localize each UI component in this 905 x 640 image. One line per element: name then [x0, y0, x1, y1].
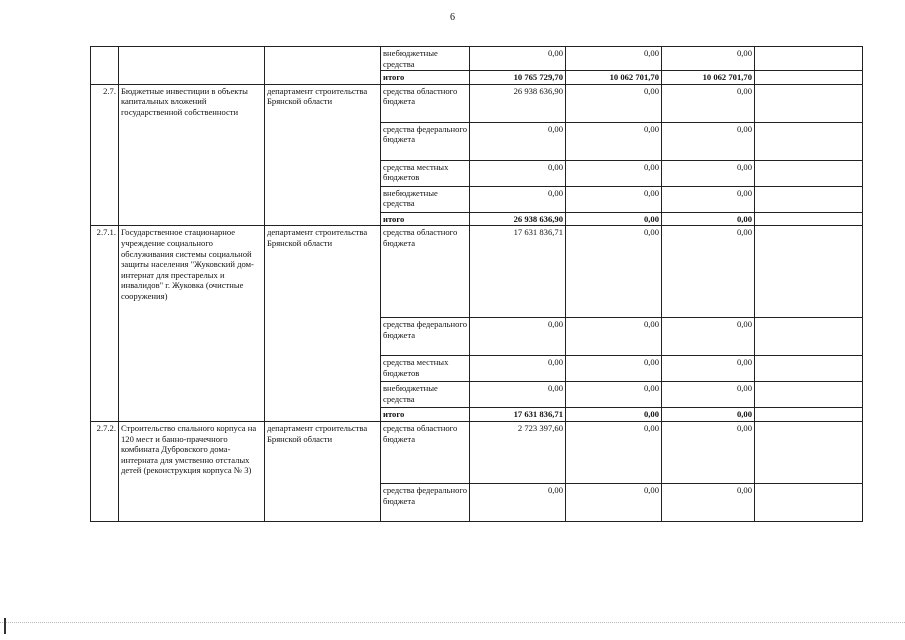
- amount-year-3: 0,00: [662, 483, 755, 521]
- remark-cell: [755, 47, 863, 71]
- page-number: 6: [450, 12, 455, 23]
- amount-year-2: 0,00: [566, 356, 662, 382]
- item-number: 2.7.: [91, 84, 119, 226]
- amount-year-2: 0,00: [566, 408, 662, 422]
- amount-year-3: 10 062 701,70: [662, 71, 755, 85]
- remark-cell: [755, 71, 863, 85]
- amount-year-3: 0,00: [662, 356, 755, 382]
- funding-source: средства федерального бюджета: [381, 122, 470, 160]
- funding-source: внебюджетные средства: [381, 382, 470, 408]
- table-row: [91, 421, 863, 483]
- amount-year-2: 0,00: [566, 226, 662, 318]
- item-name: Бюджетные инвестиции в объекты капитальных вложений государственной собственности: [119, 84, 265, 226]
- executor: [265, 47, 381, 85]
- amount-year-3: 0,00: [662, 226, 755, 318]
- amount-year-2: 0,00: [566, 160, 662, 186]
- amount-year-1: 0,00: [470, 186, 566, 212]
- table-row: [91, 226, 863, 318]
- scan-artifact-line: [0, 622, 905, 624]
- amount-year-3: 0,00: [662, 318, 755, 356]
- amount-year-1: 0,00: [470, 356, 566, 382]
- remark-cell: [755, 226, 863, 318]
- amount-year-1: 17 631 836,71: [470, 226, 566, 318]
- funding-source: средства местных бюджетов: [381, 160, 470, 186]
- amount-year-2: 0,00: [566, 318, 662, 356]
- funding-source: итого: [381, 408, 470, 422]
- amount-year-1: 0,00: [470, 160, 566, 186]
- amount-year-1: 17 631 836,71: [470, 408, 566, 422]
- remark-cell: [755, 84, 863, 122]
- item-number: 2.7.1.: [91, 226, 119, 422]
- amount-year-2: 0,00: [566, 47, 662, 71]
- amount-year-3: 0,00: [662, 84, 755, 122]
- funding-source: итого: [381, 212, 470, 226]
- remark-cell: [755, 483, 863, 521]
- funding-source: средства областного бюджета: [381, 421, 470, 483]
- amount-year-2: 0,00: [566, 84, 662, 122]
- amount-year-1: 0,00: [470, 318, 566, 356]
- funding-source: средства местных бюджетов: [381, 356, 470, 382]
- item-name: [119, 47, 265, 85]
- item-number: 2.7.2.: [91, 421, 119, 521]
- amount-year-3: 0,00: [662, 122, 755, 160]
- item-name: Государственное стационарное учреждение социального обслуживания системы социальной защиты населения "Жуковский дом-интернат для престарелых и инвалидов" г. Жуковка (очистные сооружения): [119, 226, 265, 422]
- amount-year-1: 0,00: [470, 483, 566, 521]
- table-row: [91, 47, 863, 71]
- amount-year-2: 0,00: [566, 483, 662, 521]
- remark-cell: [755, 212, 863, 226]
- amount-year-1: 0,00: [470, 382, 566, 408]
- amount-year-2: 0,00: [566, 382, 662, 408]
- funding-source: средства федерального бюджета: [381, 483, 470, 521]
- amount-year-1: 26 938 636,90: [470, 84, 566, 122]
- funding-source: средства областного бюджета: [381, 226, 470, 318]
- amount-year-1: 0,00: [470, 122, 566, 160]
- amount-year-2: 0,00: [566, 421, 662, 483]
- amount-year-2: 10 062 701,70: [566, 71, 662, 85]
- budget-table: [90, 46, 863, 522]
- amount-year-3: 0,00: [662, 408, 755, 422]
- amount-year-2: 0,00: [566, 186, 662, 212]
- remark-cell: [755, 356, 863, 382]
- amount-year-1: 26 938 636,90: [470, 212, 566, 226]
- remark-cell: [755, 382, 863, 408]
- item-name: Строительство спального корпуса на 120 мест и банно-прачечного комбината Дубровского дома-интерната для умственно отсталых детей (реконструкция корпуса № 3): [119, 421, 265, 521]
- scan-artifact-mark: [4, 618, 6, 634]
- table-row: [91, 84, 863, 122]
- executor: департамент строительства Брянской области: [265, 421, 381, 521]
- amount-year-3: 0,00: [662, 382, 755, 408]
- remark-cell: [755, 318, 863, 356]
- amount-year-1: 0,00: [470, 47, 566, 71]
- funding-source: средства областного бюджета: [381, 84, 470, 122]
- amount-year-2: 0,00: [566, 122, 662, 160]
- remark-cell: [755, 160, 863, 186]
- amount-year-3: 0,00: [662, 186, 755, 212]
- remark-cell: [755, 421, 863, 483]
- executor: департамент строительства Брянской области: [265, 226, 381, 422]
- amount-year-1: 10 765 729,70: [470, 71, 566, 85]
- funding-source: внебюджетные средства: [381, 186, 470, 212]
- executor: департамент строительства Брянской области: [265, 84, 381, 226]
- remark-cell: [755, 122, 863, 160]
- funding-source: средства федерального бюджета: [381, 318, 470, 356]
- amount-year-3: 0,00: [662, 47, 755, 71]
- amount-year-3: 0,00: [662, 421, 755, 483]
- item-number: [91, 47, 119, 85]
- funding-source: внебюджетные средства: [381, 47, 470, 71]
- amount-year-3: 0,00: [662, 212, 755, 226]
- funding-source: итого: [381, 71, 470, 85]
- amount-year-1: 2 723 397,60: [470, 421, 566, 483]
- remark-cell: [755, 408, 863, 422]
- amount-year-3: 0,00: [662, 160, 755, 186]
- remark-cell: [755, 186, 863, 212]
- amount-year-2: 0,00: [566, 212, 662, 226]
